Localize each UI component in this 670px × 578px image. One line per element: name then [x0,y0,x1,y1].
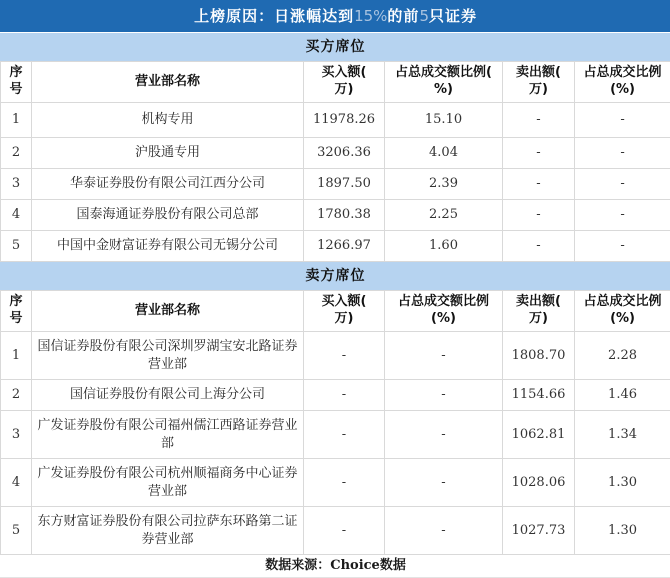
sell-col-header-broker: 营业部名称 [32,291,304,332]
cell-broker-name: 沪股通专用 [32,138,304,169]
cell-sell-pct: 1.46 [575,380,670,411]
cell-buy-pct: - [385,459,503,507]
title-pct-value: 15% [354,7,387,25]
cell-sell-amount: - [503,169,575,200]
cell-broker-name: 广发证券股份有限公司杭州顺福商务中心证券营业部 [32,459,304,507]
cell-broker-name: 机构专用 [32,103,304,138]
cell-buy-pct: 2.25 [385,200,503,231]
cell-seq: 4 [1,459,32,507]
cell-broker-name: 广发证券股份有限公司福州儒江西路证券营业部 [32,411,304,459]
buy-col-header-buy-amount: 买入额( 万) [304,62,385,103]
sell-col-header-seq: 序 号 [1,291,32,332]
sell-header-row [1,291,670,332]
buy-row [1,200,670,231]
title-text-prefix: 上榜原因：日涨幅达到 [194,7,354,25]
sell-col-header-buy-amount: 买入额( 万) [304,291,385,332]
cell-sell-pct: - [575,169,670,200]
cell-sell-amount: 1027.73 [503,507,575,555]
cell-buy-pct: 1.60 [385,231,503,262]
cell-sell-pct: 1.30 [575,459,670,507]
cell-sell-amount: - [503,138,575,169]
page-title [1,1,670,33]
cell-broker-name: 东方财富证券股份有限公司拉萨东环路第二证券营业部 [32,507,304,555]
title-text-mid: 的前 [387,7,419,25]
sell-row [1,380,670,411]
cell-sell-amount: - [503,231,575,262]
cell-buy-pct: - [385,380,503,411]
cell-broker-name: 国信证券股份有限公司上海分公司 [32,380,304,411]
sell-col-header-sell-amount: 卖出额( 万) [503,291,575,332]
cell-buy-pct: 15.10 [385,103,503,138]
cell-sell-pct: 1.30 [575,507,670,555]
sell-row [1,459,670,507]
cell-buy-pct: - [385,332,503,380]
cell-buy-amount: 11978.26 [304,103,385,138]
title-text-suffix: 只证券 [429,7,477,25]
cell-buy-amount: - [304,332,385,380]
title-bar [1,1,670,33]
buy-row [1,103,670,138]
cell-broker-name: 中国中金财富证券有限公司无锡分公司 [32,231,304,262]
footer-row [1,555,670,578]
cell-seq: 3 [1,411,32,459]
cell-buy-amount: 3206.36 [304,138,385,169]
cell-sell-pct: - [575,103,670,138]
cell-buy-pct: - [385,411,503,459]
cell-buy-amount: 1897.50 [304,169,385,200]
title-count-value: 5 [419,7,429,25]
sell-row [1,332,670,380]
cell-buy-amount: 1780.38 [304,200,385,231]
sell-row [1,411,670,459]
cell-broker-name: 华泰证券股份有限公司江西分公司 [32,169,304,200]
cell-seq: 5 [1,231,32,262]
buy-section-band [1,33,670,62]
cell-seq: 4 [1,200,32,231]
cell-seq: 2 [1,138,32,169]
cell-sell-amount: - [503,103,575,138]
cell-buy-amount: - [304,459,385,507]
buy-row [1,138,670,169]
cell-sell-amount: 1808.70 [503,332,575,380]
cell-sell-pct: - [575,138,670,169]
cell-sell-pct: 2.28 [575,332,670,380]
cell-buy-pct: 4.04 [385,138,503,169]
buy-row [1,169,670,200]
sell-col-header-sell-pct: 占总成交比例 (%) [575,291,670,332]
cell-seq: 2 [1,380,32,411]
sell-section-band [1,262,670,291]
buy-col-header-broker: 营业部名称 [32,62,304,103]
buy-section-label: 买方席位 [1,33,670,62]
cell-sell-amount: 1062.81 [503,411,575,459]
data-source-note: 数据来源：Choice数据 [1,555,670,578]
cell-broker-name: 国信证券股份有限公司深圳罗湖宝安北路证券营业部 [32,332,304,380]
cell-sell-amount: - [503,200,575,231]
cell-sell-pct: - [575,200,670,231]
buy-col-header-seq: 序 号 [1,62,32,103]
buy-col-header-sell-amount: 卖出额( 万) [503,62,575,103]
cell-sell-pct: 1.34 [575,411,670,459]
cell-seq: 5 [1,507,32,555]
cell-sell-pct: - [575,231,670,262]
buy-header-row [1,62,670,103]
cell-buy-pct: - [385,507,503,555]
cell-sell-amount: 1028.06 [503,459,575,507]
cell-seq: 1 [1,103,32,138]
buy-col-header-sell-pct: 占总成交比例 (%) [575,62,670,103]
cell-seq: 3 [1,169,32,200]
cell-seq: 1 [1,332,32,380]
cell-broker-name: 国泰海通证券股份有限公司总部 [32,200,304,231]
buy-col-header-buy-pct: 占总成交额比例( %) [385,62,503,103]
cell-buy-amount: - [304,507,385,555]
buy-row [1,231,670,262]
cell-sell-amount: 1154.66 [503,380,575,411]
cell-buy-amount: - [304,380,385,411]
cell-buy-amount: 1266.97 [304,231,385,262]
cell-buy-amount: - [304,411,385,459]
sell-col-header-buy-pct: 占总成交额比例 (%) [385,291,503,332]
cell-buy-pct: 2.39 [385,169,503,200]
sell-section-label: 卖方席位 [1,262,670,291]
